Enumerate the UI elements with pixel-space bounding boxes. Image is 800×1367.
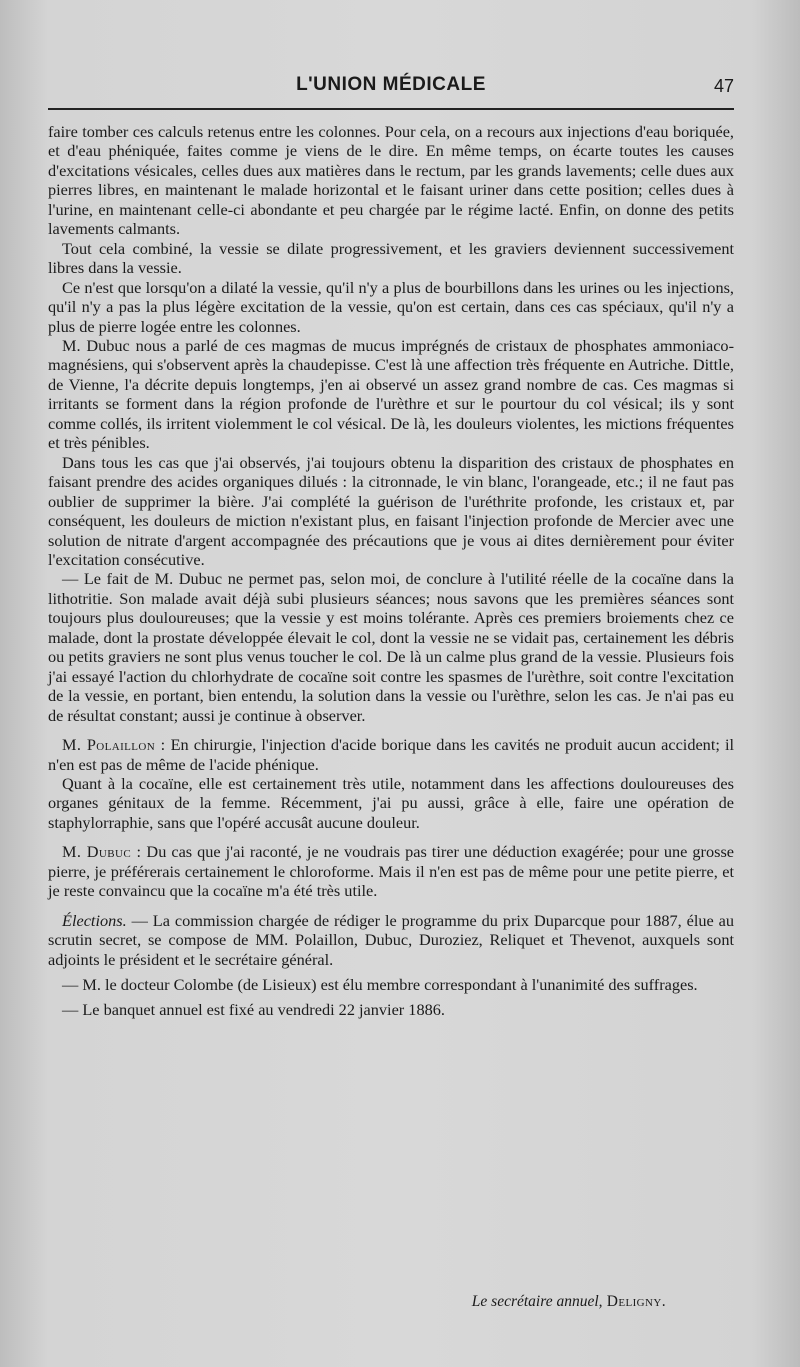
- page-number: 47: [713, 76, 734, 96]
- paragraph-cocaine-lithotritie: — Le fait de M. Dubuc ne permet pas, selon moi, de conclure à l'utilité réelle de la cocaïne dans la lithotritie. Son malade avait déjà subi plusieurs séances; nous savons que les premières séances sont toujours plus douloureuses; que la vessie y est moins tolérante. Après ces premiers broiements chez ce malade, dont la prostate développée élevait le col, dont la vessie ne se vidait pas, certainement les débris ou petits graviers ne sont plus venus toucher le col. De là un calme plus grand de la vessie. Plusieurs fois j'ai essayé l'action du chlorhydrate de cocaïne soit contre les spasmes de l'urèthre, soit contre l'excitation de la vessie, en portant, bien entendu, la solution dans la vessie ou l'urèthre, selon les cas. Je n'ai pas eu de résultat constant; aussi je continue à observer.: [48, 569, 734, 725]
- paragraph-dubuc: [48, 842, 734, 900]
- paragraph-bourbillons: Ce n'est que lorsqu'on a dilaté la vessie, qu'il n'y a plus de bourbillons dans les urines ou les injections, qu'il n'y a pas la plus légère excitation de la vessie, qu'on est certain, dans ces cas spéciaux, qu'il n'y a plus de pierre logée entre les colonnes.: [48, 277, 734, 336]
- paragraph-colombe: — M. le docteur Colombe (de Lisieux) est élu membre correspondant à l'unanimité des suffrages.: [62, 975, 698, 995]
- paragraph-elections: [48, 911, 734, 969]
- article-body: [48, 122, 734, 1020]
- elections-text: — La commission chargée de rédiger le programme du prix Duparcque pour 1887, élue au scrutin secret, se compose de MM. Polaillon, Dubuc, Duroziez, Reliquet et Thevenot, auxquels sont adjoints le président et le secrétaire général.: [48, 910, 734, 969]
- paragraph-vessie-dilate: Tout cela combiné, la vessie se dilate progressivement, et les graviers deviennent successivement libres dans la vessie.: [48, 238, 734, 278]
- paragraph-cocaine-utile: Quant à la cocaïne, elle est certainement très utile, notamment dans les affections douloureuses des organes génitaux de la femme. Récemment, j'ai pu aussi, grâce à elle, faire une opération de staphylorraphie, sans que l'opéré accusât aucune douleur.: [48, 773, 734, 832]
- paragraph-polaillon: [48, 735, 734, 774]
- dubuc-remark: Du cas que j'ai raconté, je ne voudrais pas tirer une déduction exagérée; pour une grosse pierre, je préférerais certainement le chloroforme. Mais il n'en est pas de même pour une petite pierre, et je reste convaincu que la cocaïne m'a été très utile.: [48, 842, 735, 901]
- speaker-polaillon: M. Polaillon :: [62, 735, 166, 755]
- header-rule: [48, 108, 734, 110]
- running-head: [48, 72, 734, 106]
- paragraph-magmas: M. Dubuc nous a parlé de ces magmas de mucus imprégnés de cristaux de phosphates ammoniaco-magnésiens, qui s'observent après la chaudepisse. C'est là une affection très fréquente en Autriche. Dittle, de Vienne, l'a décrite depuis longtemps, j'en ai observé un assez grand nombre de cas. Ces magmas si irritants se forment dans la région profonde de l'urèthre et sur le pourtour du col vésical; ils y sont comme collés, ils irritent violemment le col vésical. De là, les douleurs violentes, les mictions fréquentes et très pénibles.: [48, 335, 734, 453]
- journal-title: L'UNION MÉDICALE: [296, 74, 486, 95]
- paragraph-phosphates: Dans tous les cas que j'ai observés, j'ai toujours obtenu la disparition des cristaux de phosphates en faisant prendre des acides organiques dilués : la citronnade, le vin blanc, l'orangeade, etc.; il ne faut pas oublier de supprimer la bière. J'ai complété la guérison de l'uréthrite profonde, les cristaux et, par conséquent, les douleurs de miction n'existant plus, en faisant l'injection profonde de Mercier avec une solution de nitrate d'argent accompagnée des précautions que je vous ai dites dernièrement pour éviter l'excitation consécutive.: [48, 452, 734, 569]
- polaillon-remark: En chirurgie, l'injection d'acide borique dans les cavités ne produit aucun accident; il n'en est pas de même de l'acide phénique.: [48, 735, 735, 774]
- speaker-dubuc: M. Dubuc :: [62, 842, 142, 862]
- paragraph-banquet: — Le banquet annuel est fixé au vendredi 22 janvier 1886.: [62, 1000, 445, 1020]
- elections-label: Élections.: [62, 910, 127, 930]
- paragraph-calculs: faire tomber ces calculs retenus entre les colonnes. Pour cela, on a recours aux injections d'eau boriquée, et d'eau phéniquée, faites comme je viens de le dire. En même temps, on écarte toutes les causes d'excitations vésicales, celles dues aux matières dans le rectum, par les grands lavements; celle dues aux pierres libres, en maintenant le malade horizontal et le faisant uriner dans cette position; celles dues à l'urine, en maintenant celle-ci abondante et peu chargée par le régime lacté. Enfin, on donne des petits lavements calmants.: [48, 122, 734, 239]
- signature: [472, 1293, 666, 1311]
- signature-role: Le secrétaire annuel,: [471, 1293, 603, 1310]
- signature-name: Deligny.: [602, 1293, 666, 1310]
